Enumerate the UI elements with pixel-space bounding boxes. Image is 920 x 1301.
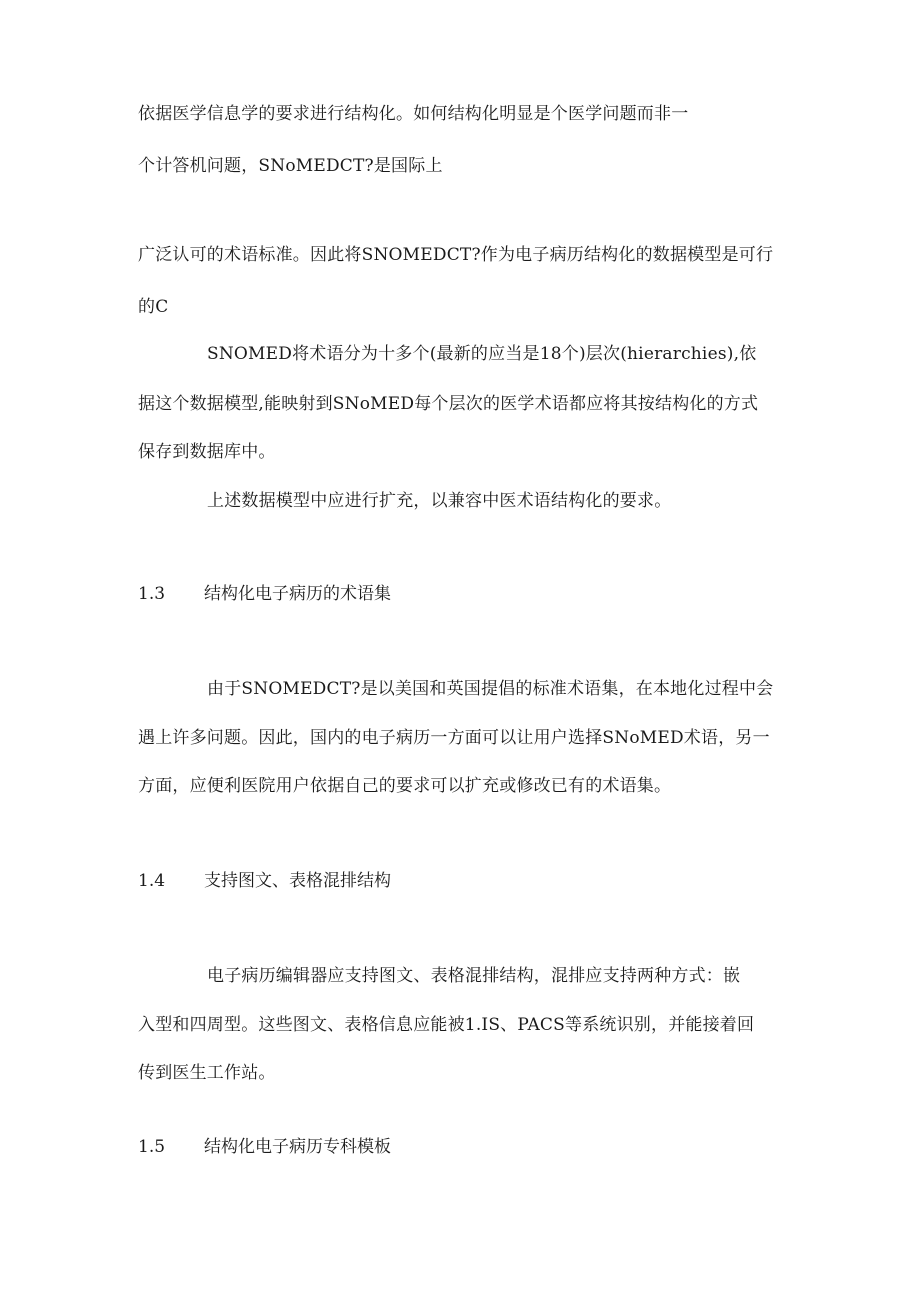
paragraph-line: 传到医生工作站。	[138, 1063, 276, 1083]
section-number: 1.4	[138, 871, 166, 891]
section-heading-1-4	[138, 870, 391, 892]
paragraph-line: 依据医学信息学的要求进行结构化。如何结构化明显是个医学问题而非一	[138, 104, 689, 124]
section-heading-1-3	[138, 583, 391, 605]
paragraph-line: 遇上许多问题。因此，国内的电子病历一方面可以让用户选择SNoMED术语，另一	[138, 728, 770, 748]
paragraph-line: 据这个数据模型,能映射到SNoMED每个层次的医学术语都应将其按结构化的方式	[138, 394, 759, 414]
paragraph-line: 个计答机问题，SNoMEDCT?是国际上	[138, 156, 443, 176]
section-heading-1-5	[138, 1136, 391, 1158]
paragraph-line: 由于SNOMEDCT?是以美国和英国提倡的标准术语集，在本地化过程中会	[207, 679, 774, 699]
paragraph-line: 电子病历编辑器应支持图文、表格混排结构，混排应支持两种方式：嵌	[207, 966, 741, 986]
paragraph-line: 上述数据模型中应进行扩充，以兼容中医术语结构化的要求。	[207, 491, 672, 511]
paragraph-line: SNOMED将术语分为十多个(最新的应当是18个)层次(hierarchies),依	[207, 344, 757, 364]
section-number: 1.5	[138, 1137, 166, 1157]
section-number: 1.3	[138, 584, 166, 604]
paragraph-line: 保存到数据库中。	[138, 442, 276, 462]
section-title: 结构化电子病历的术语集	[204, 584, 391, 604]
paragraph-line: 方面，应便利医院用户依据自己的要求可以扩充或修改已有的术语集。	[138, 776, 672, 796]
paragraph-line: 的C	[138, 297, 169, 317]
paragraph-line: 入型和四周型。这些图文、表格信息应能被1.IS、PACS等系统识别，并能接着回	[138, 1015, 755, 1035]
section-title: 结构化电子病历专科模板	[204, 1137, 391, 1157]
paragraph-line: 广泛认可的术语标准。因此将SNOMEDCT?作为电子病历结构化的数据模型是可行	[138, 245, 774, 265]
section-title: 支持图文、表格混排结构	[204, 871, 391, 891]
